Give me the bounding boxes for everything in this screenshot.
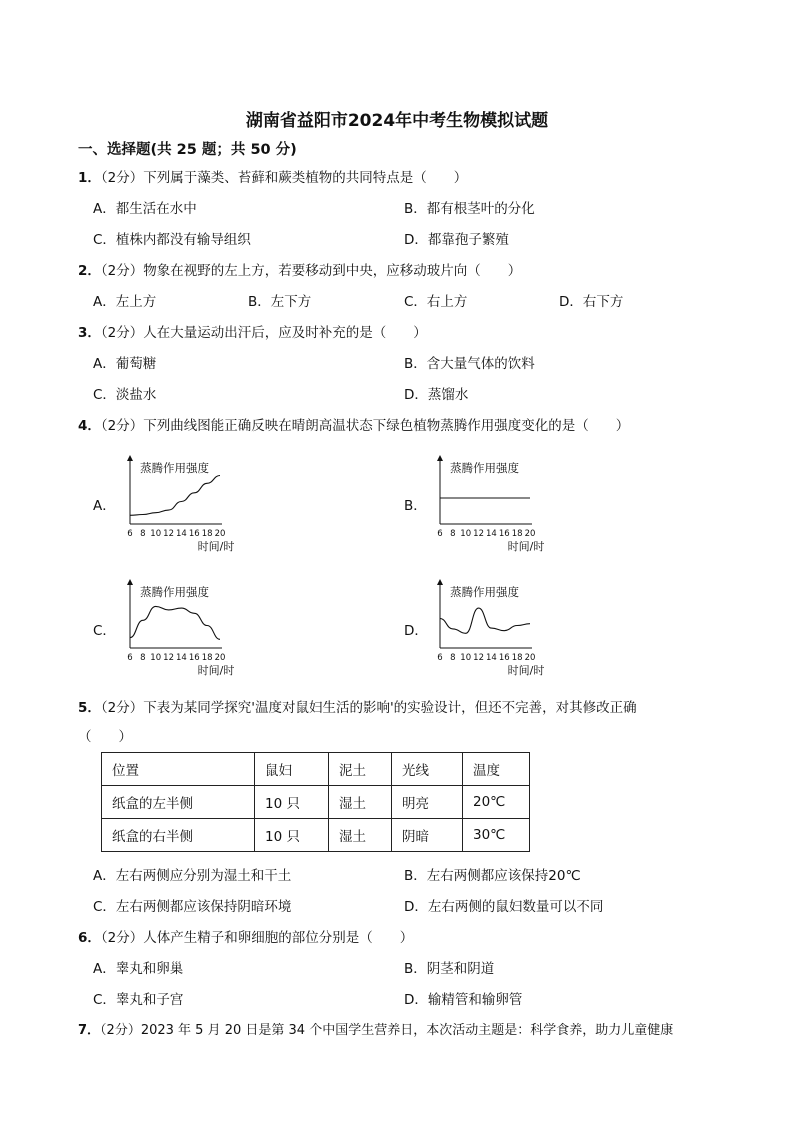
q1-option-a[interactable]: A．都生活在水中: [93, 201, 197, 217]
x-tick-label: 6: [127, 529, 133, 539]
x-tick-label: 10: [150, 529, 162, 539]
table-header: 泥土: [329, 753, 392, 786]
question-number: 7．: [78, 1023, 101, 1038]
question-2: [78, 259, 521, 279]
q6-option-c[interactable]: C．睾丸和子宫: [93, 992, 184, 1008]
question-stem: 人在大量运动出汗后，应及时补充的是（ ）: [143, 325, 427, 341]
table-row: [102, 819, 530, 852]
chart-title: 蒸腾作用强度: [140, 585, 209, 599]
q4-option-d[interactable]: D．: [404, 623, 428, 639]
q6-option-b[interactable]: B．阴茎和阴道: [404, 961, 495, 977]
page-title: 湖南省益阳市2024年中考生物模拟试题: [245, 111, 549, 131]
x-tick-label: 20: [524, 529, 536, 539]
chart-title: 蒸腾作用强度: [140, 461, 209, 475]
question-number: 1．: [78, 170, 101, 186]
question-number: 2．: [78, 263, 101, 279]
question-number: 5．: [78, 700, 101, 716]
x-tick-label: 20: [524, 653, 536, 663]
x-tick-label: 6: [437, 653, 443, 663]
x-tick-label: 8: [450, 529, 456, 539]
chart-b: [428, 452, 558, 556]
question-1: [78, 166, 467, 186]
x-tick-label: 12: [163, 529, 174, 539]
question-number: 4．: [78, 418, 101, 434]
q1-option-c[interactable]: C．植株内都没有输导组织: [93, 232, 251, 248]
x-axis-label: 时间/时: [197, 664, 235, 677]
question-3: [78, 321, 427, 341]
experiment-table: [101, 752, 530, 852]
table-header: 温度: [463, 753, 530, 786]
x-tick-label: 10: [460, 529, 472, 539]
question-stem: 下列属于藻类、苔藓和蕨类植物的共同特点是（ ）: [143, 170, 468, 186]
chart-c: [118, 576, 248, 680]
series-line-D: [440, 608, 530, 633]
x-tick-label: 16: [188, 529, 200, 539]
q6-option-a[interactable]: A．睾丸和卵巢: [93, 961, 184, 977]
q2-option-c[interactable]: C．右上方: [404, 294, 468, 310]
q2-option-b[interactable]: B．左下方: [248, 294, 312, 310]
q1-option-b[interactable]: B．都有根茎叶的分化: [404, 201, 535, 217]
table-cell: 30℃: [463, 819, 530, 852]
q5-option-d[interactable]: D．左右两侧的鼠妇数量可以不同: [404, 899, 604, 915]
x-tick-label: 14: [486, 529, 497, 539]
x-tick-label: 14: [176, 653, 187, 663]
question-score: （2分）: [100, 325, 144, 341]
table-cell: 纸盒的左半侧: [102, 786, 255, 819]
question-6: [78, 926, 413, 946]
q2-option-d[interactable]: D．右下方: [559, 294, 624, 310]
q5-option-b[interactable]: B．左右两侧都应该保持20℃: [404, 868, 581, 884]
question-stem: 2023 年 5 月 20 日是第 34 个中国学生营养日，本次活动主题是：科学食养，助力儿童健康: [140, 1023, 674, 1038]
x-tick-label: 16: [498, 653, 510, 663]
q3-option-d[interactable]: D．蒸馏水: [404, 387, 469, 403]
question-number: 3．: [78, 325, 101, 341]
question-score: （2分）: [100, 263, 144, 279]
chart-title: 蒸腾作用强度: [450, 461, 519, 475]
q4-option-a[interactable]: A．: [93, 498, 116, 514]
x-tick-label: 12: [163, 653, 174, 663]
table-cell: 阴暗: [392, 819, 463, 852]
table-header: 鼠妇: [255, 753, 329, 786]
table-cell: 10 只: [255, 819, 329, 852]
x-tick-label: 10: [460, 653, 472, 663]
series-line-A: [130, 476, 220, 516]
x-tick-label: 12: [473, 529, 484, 539]
question-score: （2分）: [100, 170, 144, 186]
question-stem: 人体产生精子和卵细胞的部位分别是（ ）: [143, 930, 414, 946]
q4-option-c[interactable]: C．: [93, 623, 116, 639]
x-tick-label: 14: [486, 653, 497, 663]
question-stem: 物象在视野的左上方，若要移动到中央，应移动玻片向（ ）: [143, 263, 522, 279]
q3-option-b[interactable]: B．含大量气体的饮料: [404, 356, 535, 372]
question-7: [78, 1019, 673, 1038]
q4-option-b[interactable]: B．: [404, 498, 427, 514]
section-heading: 一、选择题(共 25 题；共 50 分): [78, 142, 297, 158]
question-4: [78, 414, 629, 434]
q2-option-a[interactable]: A．左上方: [93, 294, 157, 310]
chart-a: [118, 452, 248, 556]
question-score: （2分）: [100, 700, 144, 716]
x-tick-label: 16: [188, 653, 200, 663]
x-tick-label: 18: [201, 529, 213, 539]
x-tick-label: 20: [214, 529, 226, 539]
q1-option-d[interactable]: D．都靠孢子繁殖: [404, 232, 509, 248]
question-stem: 下表为某同学探究'温度对鼠妇生活的影响'的实验设计，但还不完善，对其修改正确: [143, 700, 637, 716]
x-tick-label: 10: [150, 653, 162, 663]
question-score: （2分）: [100, 930, 144, 946]
q5-option-c[interactable]: C．左右两侧都应该保持阴暗环境: [93, 899, 292, 915]
table-cell: 湿土: [329, 786, 392, 819]
table-cell: 纸盒的右半侧: [102, 819, 255, 852]
x-tick-label: 12: [473, 653, 484, 663]
table-cell: 20℃: [463, 786, 530, 819]
x-tick-label: 18: [511, 653, 523, 663]
x-tick-label: 18: [201, 653, 213, 663]
table-header: 位置: [102, 753, 255, 786]
table-cell: 明亮: [392, 786, 463, 819]
x-axis-label: 时间/时: [507, 540, 545, 553]
table-cell: 10 只: [255, 786, 329, 819]
x-tick-label: 16: [498, 529, 510, 539]
question-stem: 下列曲线图能正确反映在晴朗高温状态下绿色植物蒸腾作用强度变化的是（ ）: [143, 418, 630, 434]
x-tick-label: 8: [140, 529, 146, 539]
x-tick-label: 6: [127, 653, 133, 663]
table-header-row: [102, 753, 530, 786]
chart-d: [428, 576, 558, 680]
question-score: （2分）: [100, 1023, 141, 1038]
question-score: （2分）: [100, 418, 144, 434]
x-tick-label: 8: [450, 653, 456, 663]
x-tick-label: 6: [437, 529, 443, 539]
q3-option-a[interactable]: A．葡萄糖: [93, 356, 157, 372]
question-stem-continued: （ ）: [78, 729, 132, 745]
question-number: 6．: [78, 930, 101, 946]
q5-option-a[interactable]: A．左右两侧应分别为湿土和干土: [93, 868, 292, 884]
question-5: [78, 696, 637, 716]
x-tick-label: 18: [511, 529, 523, 539]
x-axis-label: 时间/时: [197, 540, 235, 553]
table-header: 光线: [392, 753, 463, 786]
table-cell: 湿土: [329, 819, 392, 852]
q3-option-c[interactable]: C．淡盐水: [93, 387, 157, 403]
chart-title: 蒸腾作用强度: [450, 585, 519, 599]
x-tick-label: 14: [176, 529, 187, 539]
x-tick-label: 20: [214, 653, 226, 663]
q6-option-d[interactable]: D．输精管和输卵管: [404, 992, 523, 1008]
x-tick-label: 8: [140, 653, 146, 663]
series-line-C: [130, 606, 220, 639]
table-row: [102, 786, 530, 819]
x-axis-label: 时间/时: [507, 664, 545, 677]
